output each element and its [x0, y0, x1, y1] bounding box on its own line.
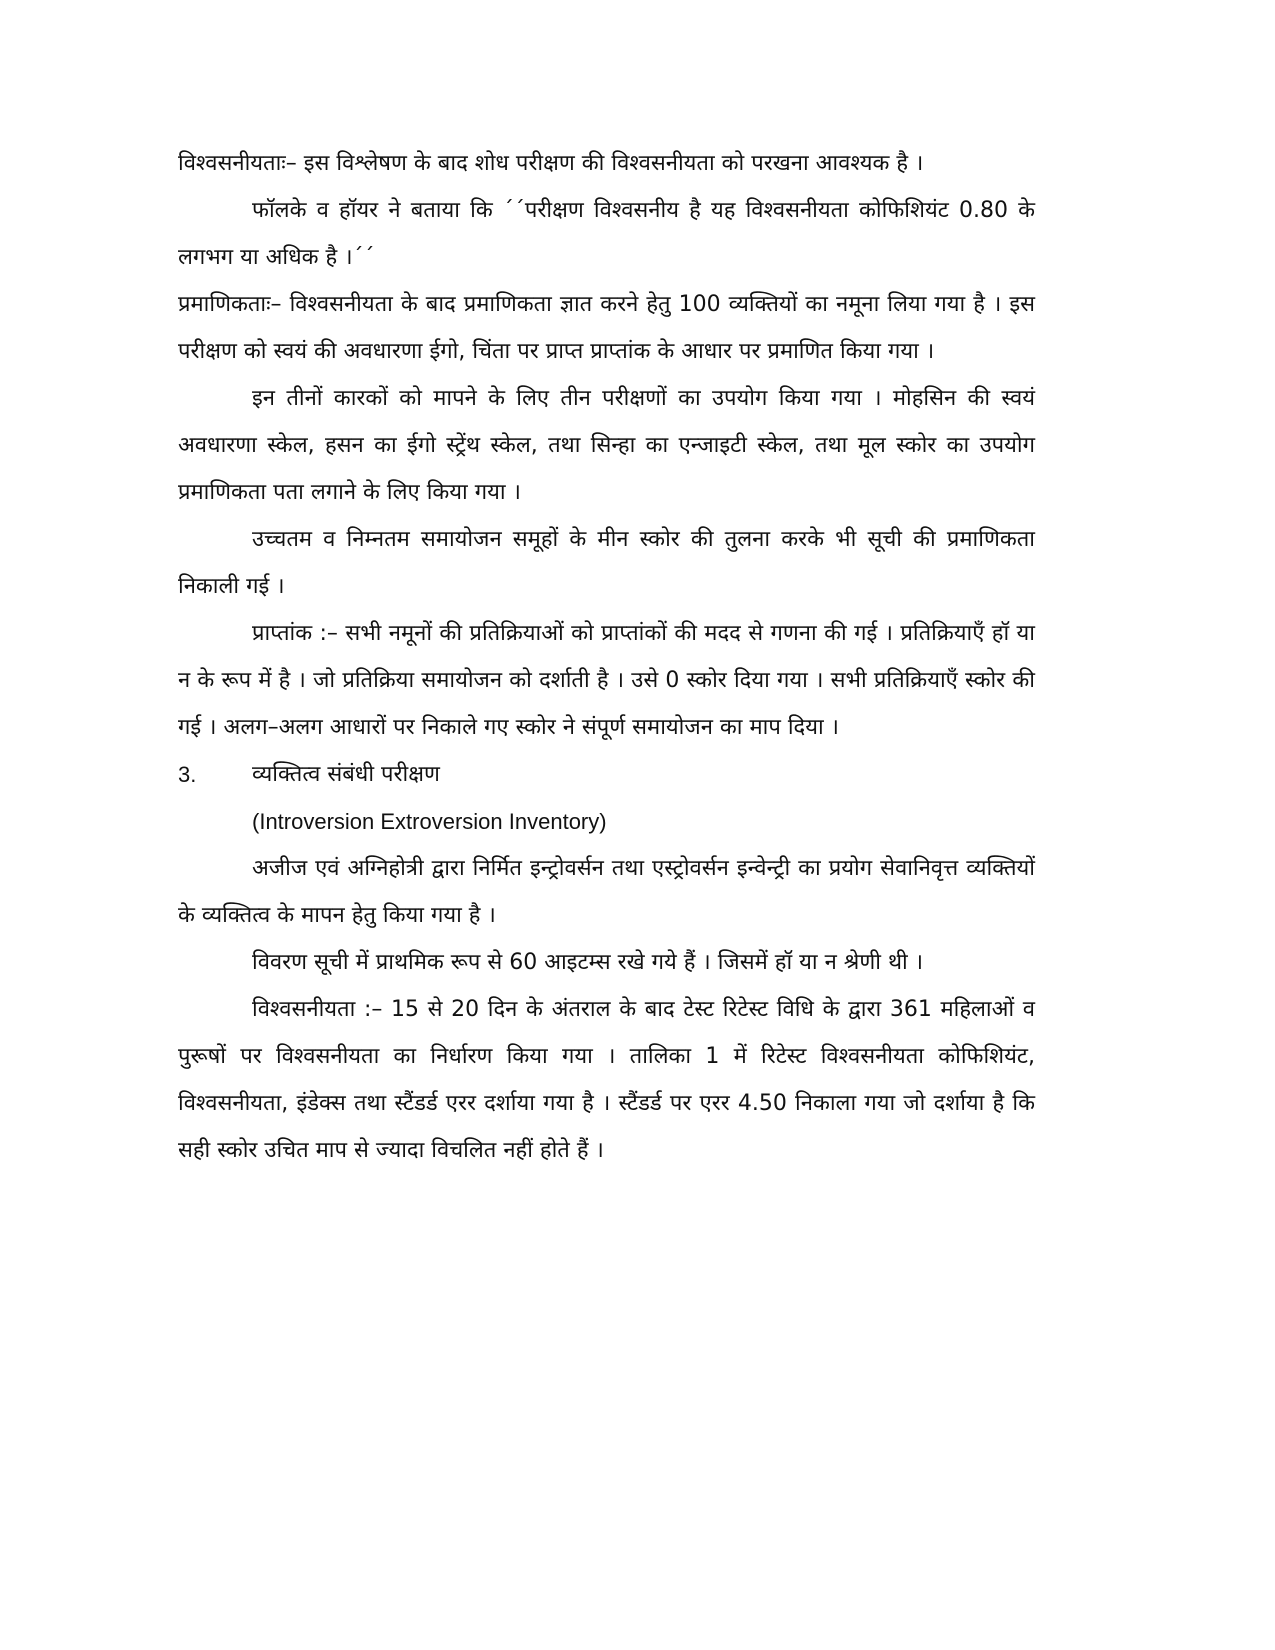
page-content [178, 140, 1035, 1174]
paragraph-mean-score: उच्चतम व निम्नतम समायोजन समूहों के मीन स्कोर की तुलना करके भी सूची की प्रमाणिकता निकाली गई । [178, 527, 1035, 599]
paragraph-validity: प्रमाणिकताः– विश्वसनीयता के बाद प्रमाणिकता ज्ञात करने हेतु 100 व्यक्तियों का नमूना लिया गया है । इस परीक्षण को स्वयं की अवधारणा ईगो, चिंता पर प्राप्त प्राप्तांक के आधार पर प्रमाणित किया गया । [178, 292, 1035, 364]
paragraph-retest-reliability: विश्वसनीयता :– 15 से 20 दिन के अंतराल के बाद टेस्ट रिटेस्ट विधि के द्वारा 361 महिलाओं व पुरूषों पर विश्वसनीयता का निर्धारण किया गया । तालिका 1 में रिटेस्ट विश्वसनीयता कोफिशियंट, विश्वसनीयता, इंडेक्स तथा स्टैंडर्ड एरर दर्शाया गया है । स्टैंडर्ड पर एरर 4.50 निकाला गया जो दर्शाया है कि सही स्कोर उचित माप से ज्यादा विचलित नहीं होते हैं । [178, 997, 1035, 1163]
paragraph-reliability: विश्वसनीयताः– इस विश्लेषण के बाद शोध परीक्षण की विश्वसनीयता को परखना आवश्यक है । [178, 151, 924, 176]
section-subtitle: (Introversion Extroversion Inventory) [252, 809, 607, 834]
section-number: 3. [178, 762, 197, 787]
section-heading [178, 751, 1035, 798]
section-title: व्यक्तित्व संबंधी परीक्षण [252, 762, 440, 787]
paragraph-falke-hoyer: फॉलके व हॉयर ने बताया कि ´´परीक्षण विश्वसनीय है यह विश्वसनीयता कोफिशियंट 0.80 के लगभग या अधिक है ।´´ [178, 198, 1035, 270]
paragraph-three-tests: इन तीनों कारकों को मापने के लिए तीन परीक्षणों का उपयोग किया गया । मोहसिन की स्वयं अवधारणा स्केल, हसन का ईगो स्ट्रेंथ स्केल, तथा सिन्हा का एन्जाइटी स्केल, तथा मूल स्कोर का उपयोग प्रमाणिकता पता लगाने के लिए किया गया । [178, 386, 1035, 505]
paragraph-scoring: प्राप्तांक :– सभी नमूनों की प्रतिक्रियाओं को प्राप्तांकों की मदद से गणना की गई । प्रतिक्रियाएँ हॉ या न के रूप में है । जो प्रतिक्रिया समायोजन को दर्शाती है । उसे 0 स्कोर दिया गया । सभी प्रतिक्रियाएँ स्कोर की गई । अलग–अलग आधारों पर निकाले गए स्कोर ने संपूर्ण समायोजन का माप दिया । [178, 621, 1035, 740]
paragraph-items: विवरण सूची में प्राथमिक रूप से 60 आइटम्स रखे गये हैं । जिसमें हॉ या न श्रेणी थी । [252, 950, 924, 975]
paragraph-aziz-agnihotri: अजीज एवं अग्निहोत्री द्वारा निर्मित इन्ट्रोवर्सन तथा एस्ट्रोवर्सन इन्वेन्ट्री का प्रयोग सेवानिवृत्त व्यक्तियों के व्यक्तित्व के मापन हेतु किया गया है । [178, 856, 1035, 928]
